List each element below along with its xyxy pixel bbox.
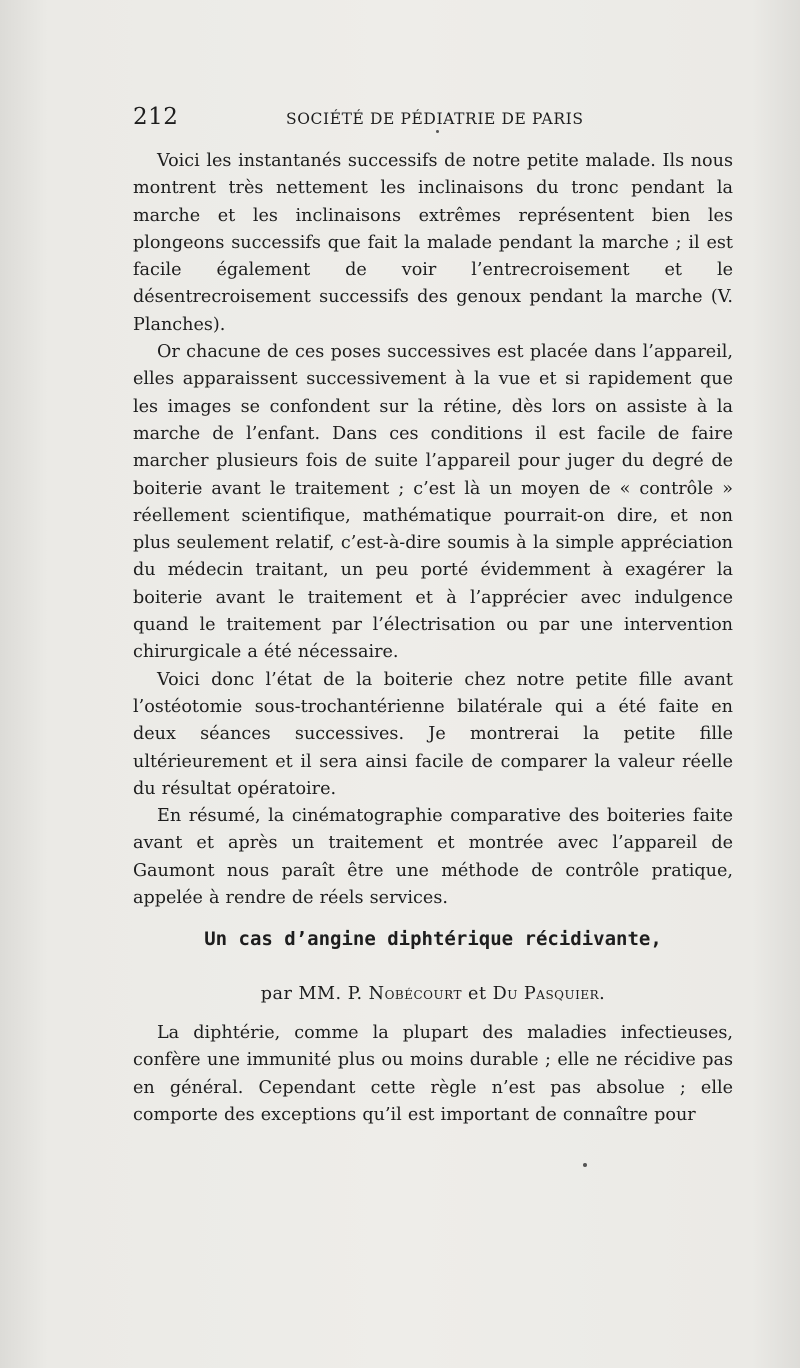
- print-speck: [436, 130, 439, 133]
- page-number: 212: [133, 104, 179, 130]
- author-nobecourt: Nobécourt: [368, 984, 462, 1004]
- page-header: [133, 104, 733, 138]
- byline-joiner: et: [468, 984, 487, 1004]
- paragraph: La diphtérie, comme la plupart des maladies infectieuses, confère une immunité plus ou moins durable ; elle ne récidive pas en général. Cependant cette règle n’est pas absolue ; elle comporte des exceptions qu’il est important de connaître pour: [133, 1023, 733, 1125]
- article-title: Un cas d’angine diphtérique récidivante,: [204, 928, 662, 950]
- paragraph: Voici les instantanés successifs de notre petite malade. Ils nous montrent très nettement les inclinaisons du tronc pendant la marche et les inclinaisons extrêmes représentent bien les plongeons successifs que fait la malade pendant la marche ; il est facile également de voir l’entrecroisement et le désentrecroisement successifs des genoux pendant la marche (V. Planches).: [133, 151, 733, 335]
- running-head: SOCIÉTÉ DE PÉDIATRIE DE PARIS: [286, 110, 584, 128]
- print-speck: [583, 1163, 587, 1167]
- author-du-pasquier: Du Pasquier.: [492, 984, 606, 1004]
- paragraph: En résumé, la cinématographie comparative des boiteries faite avant et après un traitement et montrée avec l’appareil de Gaumont nous paraît être une méthode de contrôle pratique, appelée à rendre de réels services.: [133, 806, 733, 909]
- byline-prefix: par MM. P.: [260, 984, 363, 1004]
- article-byline: [133, 984, 733, 1004]
- article-body: [133, 1020, 733, 1129]
- body-text: [133, 148, 733, 912]
- paragraph: Or chacune de ces poses successives est placée dans l’appareil, elles apparaissent successivement à la vue et si rapidement que les images se confondent sur la rétine, dès lors on assiste à la marche de l’enfant. Dans ces conditions il est facile de faire marcher plusieurs fois de suite l’appareil pour juger du degré de boiterie avant le traitement ; c’est là un moyen de « contrôle » réellement scientifique, mathématique pourrait-on dire, et non plus seulement relatif, c’est-à-dire soumis à la simple appréciation du médecin traitant, un peu porté évidemment à exagérer la boiterie avant le traitement et à l’apprécier avec indulgence quand le traitement par l’électrisation ou par une intervention chirurgicale a été nécessaire.: [133, 342, 733, 663]
- paragraph: Voici donc l’état de la boiterie chez notre petite fille avant l’ostéotomie sous-trochantérienne bilatérale qui a été faite en deux séances successives. Je montrerai la petite fille ultérieurement et il sera ainsi facile de comparer la valeur réelle du résultat opératoire.: [133, 669, 733, 799]
